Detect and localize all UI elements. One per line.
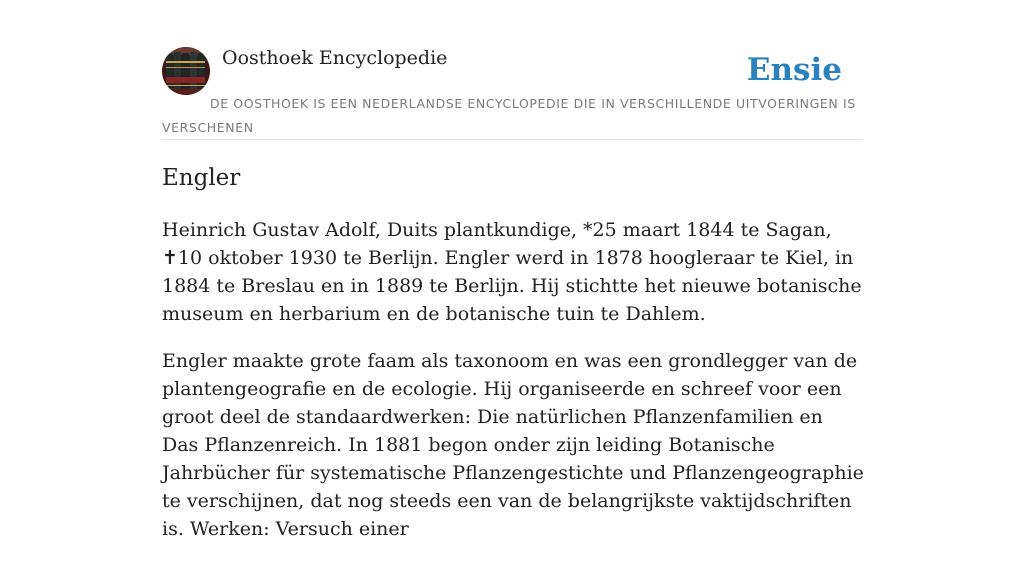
article-paragraph: Engler maakte grote faam als taxonoom en was een grondlegger van de plantengeografie en de ecologie. Hij organiseerde en schreef voor een groot deel de standaardwerken: Die natürlichen Pflanzenfamilien en Das Pflanzenreich. In 1881 begon onder zijn leiding Botanische Jahrbücher für systematische Pflanzengestichte und Pflanzengeographie te verschijnen, dat nog steeds een van de belangrijkste vaktijdschriften is. Werken: Versuch einer <box>162 350 864 540</box>
site-avatar[interactable] <box>162 47 210 95</box>
article-paragraph: Heinrich Gustav Adolf, Duits plantkundige, *25 maart 1844 te Sagan, ✝10 oktober 1930 te Berlijn. Engler werd in 1878 hoogleraar te Kiel, in 1884 te Breslau en in 1889 te Berlijn. Hij stichtte het nieuwe botanische museum en herbarium en de botanische tuin te Dahlem. <box>162 219 862 325</box>
article-title: Engler <box>162 165 241 191</box>
site-header <box>162 46 862 140</box>
site-tagline: DE OOSTHOEK IS EEN NEDERLANDSE ENCYCLOPEDIE DIE IN VERSCHILLENDE UITVOERINGEN IS VERSCHENEN <box>162 96 856 135</box>
site-title-link[interactable]: Oosthoek Encyclopedie <box>222 47 448 69</box>
book-spines-icon <box>162 47 210 95</box>
article-body <box>162 216 864 562</box>
brand-logo-link[interactable]: Ensie <box>746 52 842 88</box>
header-divider <box>162 139 862 140</box>
